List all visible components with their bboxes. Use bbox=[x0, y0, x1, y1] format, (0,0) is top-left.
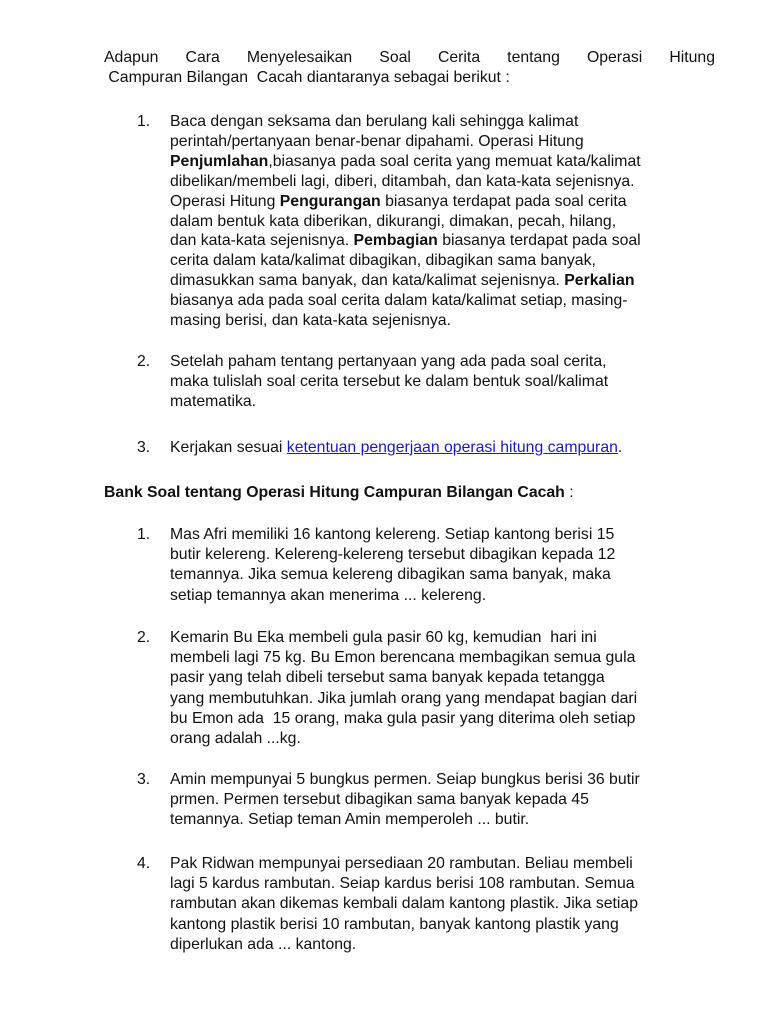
text-segment: prmen. Permen tersebut dibagikan sama banyak kepada 45 bbox=[170, 791, 589, 809]
text-segment: Mas Afri memiliki 16 kantong kelereng. Setiap kantong berisi 15 bbox=[170, 526, 615, 543]
question-text-line bbox=[170, 729, 301, 749]
question-number: 4. bbox=[137, 855, 151, 872]
question-text-line bbox=[170, 915, 619, 935]
text-segment: bu Emon ada 15 orang, maka gula pasir yang diterima oleh setiap bbox=[170, 709, 636, 727]
text-segment: . bbox=[617, 439, 623, 456]
step-text-line bbox=[170, 212, 616, 232]
question-text-line bbox=[170, 628, 597, 648]
text-segment: matematika. bbox=[170, 392, 257, 410]
question-text-line bbox=[170, 810, 529, 830]
text-segment: dalam bentuk kata diberikan, dikurangi, dimakan, pecah, hilang, bbox=[170, 212, 617, 230]
text-segment: dimasukkan sama banyak, dan kata/kalimat sejenisnya. bbox=[170, 272, 565, 290]
question-text-line bbox=[170, 790, 589, 810]
question-text-line bbox=[170, 770, 640, 790]
step-text-line bbox=[170, 251, 596, 271]
step-text-line bbox=[170, 231, 641, 251]
question-text-line bbox=[170, 525, 614, 545]
bold-term: Penjumlahan bbox=[170, 152, 269, 170]
text-segment: temannya. Jika semua kelereng dibagikan sama banyak, maka bbox=[170, 566, 611, 584]
question-text-line bbox=[170, 689, 637, 709]
question-number: 1. bbox=[137, 526, 151, 543]
text-segment: temannya. Setiap teman Amin memperoleh ... butir. bbox=[170, 811, 530, 829]
step-text-line bbox=[170, 271, 635, 291]
text-segment: perintah/pertanyaan benar-benar dipahami. Operasi Hitung bbox=[170, 132, 584, 150]
question-text-line bbox=[170, 565, 611, 585]
text-segment: butir kelereng. Kelereng-kelereng tersebut dibagikan kepada 12 bbox=[170, 546, 616, 564]
step-text-line bbox=[170, 132, 584, 152]
bank-heading-bold: Bank Soal tentang Operasi Hitung Campuran Bilangan Cacah bbox=[104, 484, 565, 501]
step-number: 1. bbox=[137, 113, 151, 130]
question-text-line bbox=[170, 874, 635, 894]
text-segment: rambutan akan dikemas kembali dalam kantong plastik. Jika setiap bbox=[170, 895, 639, 913]
step-number: 2. bbox=[137, 353, 151, 370]
question-text-line bbox=[170, 854, 633, 874]
text-segment: maka tulislah soal cerita tersebut ke dalam bentuk soal/kalimat bbox=[170, 372, 609, 390]
text-segment: Kemarin Bu Eka membeli gula pasir 60 kg, kemudian hari ini bbox=[170, 629, 597, 646]
question-number: 3. bbox=[137, 771, 151, 788]
text-segment: dibelikan/membeli lagi, diberi, ditambah, dan kata-kata sejenisnya. bbox=[170, 172, 635, 190]
text-segment: dan kata-kata sejenisnya. bbox=[170, 232, 354, 250]
text-segment: Setelah paham tentang pertanyaan yang ada pada soal cerita, bbox=[170, 353, 607, 370]
bank-heading-colon: : bbox=[564, 484, 574, 501]
text-segment: Operasi Hitung bbox=[170, 192, 280, 210]
step-text-line bbox=[170, 291, 628, 311]
text-segment: biasanya terdapat pada soal bbox=[437, 232, 641, 250]
question-text-line bbox=[170, 709, 635, 729]
text-segment: lagi 5 kardus rambutan. Seiap kardus berisi 108 rambutan. Semua bbox=[170, 875, 635, 893]
text-segment: setiap temannya akan menerima ... kelereng. bbox=[170, 586, 487, 604]
question-text-line bbox=[170, 894, 638, 914]
step-text-line bbox=[170, 152, 641, 172]
bank-heading bbox=[104, 483, 574, 503]
step-text-line bbox=[170, 372, 608, 392]
text-segment: Amin mempunyai 5 bungkus permen. Seiap bungkus berisi 36 butir bbox=[170, 771, 640, 788]
question-number: 2. bbox=[137, 629, 151, 646]
text-segment: Kerjakan sesuai bbox=[170, 439, 287, 456]
text-segment: pasir yang telah dibeli tersebut sama banyak kepada tetangga bbox=[170, 669, 605, 687]
text-segment: ,biasanya pada soal cerita yang memuat kata/kalimat bbox=[268, 152, 641, 170]
bold-term: Pengurangan bbox=[279, 192, 381, 210]
text-segment: Pak Ridwan mempunyai persediaan 20 rambutan. Beliau membeli bbox=[170, 855, 633, 872]
step-text-line bbox=[170, 172, 635, 192]
step-text-line bbox=[170, 112, 578, 132]
text-segment: cerita dalam kata/kalimat dibagikan, dibagikan sama banyak, bbox=[170, 252, 596, 270]
text-segment: membeli lagi 75 kg. Bu Emon berencana membagikan semua gula bbox=[170, 649, 636, 667]
step-text-line bbox=[170, 311, 451, 331]
operasi-hitung-link[interactable]: ketentuan pengerjaan operasi hitung campuran bbox=[286, 439, 618, 456]
step-number: 3. bbox=[137, 439, 151, 456]
text-segment: masing berisi, dan kata-kata sejenisnya. bbox=[170, 312, 451, 329]
bold-term: Perkalian bbox=[564, 272, 635, 290]
intro-line-1: Adapun Cara Menyelesaikan Soal Cerita tentang Operasi Hitung bbox=[104, 49, 715, 66]
question-text-line bbox=[170, 648, 635, 668]
step-text-line bbox=[170, 352, 607, 372]
text-segment: biasanya ada pada soal cerita dalam kata/kalimat setiap, masing- bbox=[170, 292, 628, 310]
bold-term: Pembagian bbox=[353, 232, 438, 250]
text-segment: kantong plastik berisi 10 rambutan, banyak kantong plastik yang bbox=[170, 915, 619, 933]
text-segment: biasanya terdapat pada soal cerita bbox=[380, 192, 627, 210]
step-text-line bbox=[170, 438, 622, 458]
text-segment: orang adalah ...kg. bbox=[170, 730, 301, 747]
question-text-line bbox=[170, 668, 605, 688]
question-text-line bbox=[170, 935, 356, 955]
question-text-line bbox=[170, 586, 486, 606]
intro-line-2: Campuran Bilangan Cacah diantaranya sebagai berikut : bbox=[104, 69, 510, 86]
question-text-line bbox=[170, 545, 615, 565]
step-text-line bbox=[170, 192, 627, 212]
text-segment: Baca dengan seksama dan berulang kali sehingga kalimat bbox=[170, 113, 579, 130]
text-segment: yang membutuhkan. Jika jumlah orang yang mendapat bagian dari bbox=[170, 689, 638, 707]
text-segment: diperlukan ada ... kantong. bbox=[170, 935, 357, 953]
step-text-line bbox=[170, 392, 256, 412]
